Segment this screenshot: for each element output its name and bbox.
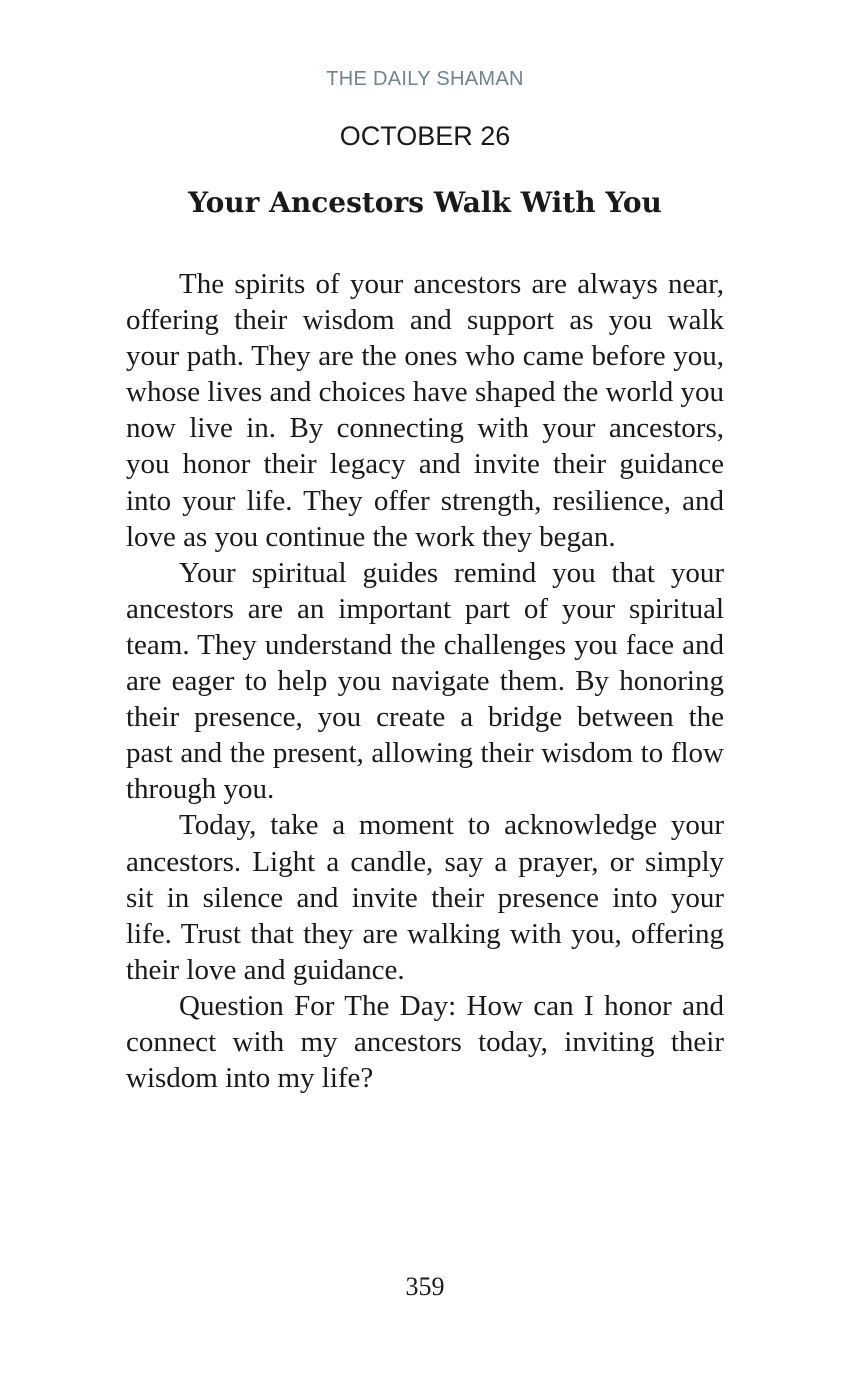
entry-body (126, 266, 724, 1096)
body-paragraph: The spirits of your ancestors are always near, offering their wisdom and support as you walk your path. They are the ones who came before you, whose lives and choices have shaped the world you now live in. By connecting with your ancestors, you honor their legacy and invite their guidance into your life. They offer strength, resilience, and love as you continue the work they began. (126, 268, 724, 553)
body-paragraph: Today, take a moment to acknowledge your ancestors. Light a candle, say a prayer, or simply sit in silence and invite their presence into your life. Trust that they are walking with you, offering their love and guidance. (126, 809, 724, 986)
entry-date: OCTOBER 26 (339, 121, 511, 151)
page-number: 359 (405, 1272, 445, 1301)
body-paragraph: Your spiritual guides remind you that your ancestors are an important part of your spiritual team. They understand the challenges you face and are eager to help you navigate them. By honoring their presence, you create a bridge between the past and the present, allowing their wisdom to flow through you. (126, 556, 724, 806)
entry-title: Your Ancestors Walk With You (188, 186, 662, 219)
question-paragraph: Question For The Day: How can I honor and connect with my ancestors today, inviting their wisdom into my life? (126, 989, 724, 1095)
running-head: THE DAILY SHAMAN (326, 68, 524, 90)
